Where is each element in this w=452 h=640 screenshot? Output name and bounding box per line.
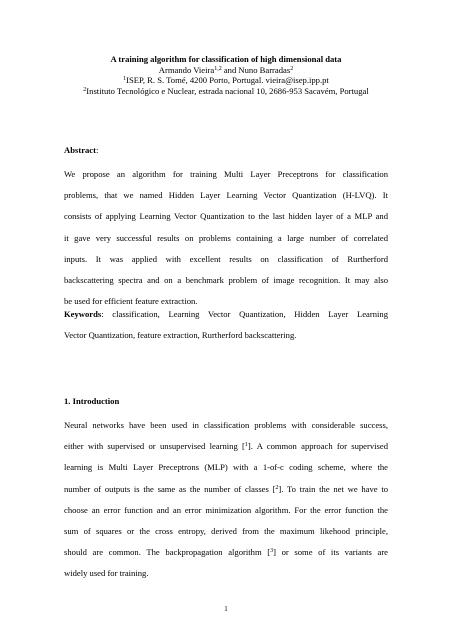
keywords-line: Vector Quantization, feature extraction, Rurtherford backscattering. bbox=[64, 330, 297, 341]
body-text: learning is Multi Layer Preceptrons (MLP) with a 1-of-c coding scheme, where the bbox=[64, 462, 388, 473]
body-text: should are common. The backpropagation algorithm [ bbox=[64, 547, 271, 558]
body-text: widely used for training. bbox=[64, 568, 149, 579]
abstract-line: inputs. It was applied with excellent results on classification of Rurtherford bbox=[64, 253, 388, 264]
abstract-body bbox=[64, 164, 388, 312]
abstract-heading bbox=[64, 145, 388, 155]
paper-title: A training algorithm for classification of high dimensional data bbox=[110, 54, 342, 64]
page-number: 1 bbox=[224, 605, 228, 613]
author-line bbox=[40, 65, 412, 76]
abstract-label: Abstract bbox=[64, 145, 96, 155]
body-line bbox=[64, 542, 388, 563]
abstract-line: it gave very successful results on problems containing a large number of correlated bbox=[64, 232, 388, 243]
abstract-line: consists of applying Learning Vector Quantization to the last hidden layer of a MLP and bbox=[64, 211, 388, 222]
keywords-text: : classification, Learning Vector Quantization, Hidden Layer Learning bbox=[101, 309, 388, 319]
section-heading-introduction: 1. Introduction bbox=[64, 396, 120, 406]
keywords-paragraph bbox=[64, 304, 388, 346]
body-text: ]. To train the net we have to bbox=[278, 483, 388, 494]
affiliation-line bbox=[40, 86, 412, 97]
body-text: ] or some of its variants are bbox=[273, 547, 388, 558]
affiliation-text: ISEP, R. S. Tomé, 4200 Porto, Portugal. vieira@isep.ipp.pt bbox=[126, 75, 329, 86]
author-superscript: 1,2 bbox=[214, 65, 222, 72]
author-connector: and bbox=[221, 64, 239, 75]
body-line bbox=[64, 479, 388, 500]
abstract-line: backscattering spectra and on a benchmark problem of image recognition. It may also bbox=[64, 274, 388, 285]
body-line bbox=[64, 415, 388, 436]
body-line bbox=[64, 457, 388, 478]
body-line bbox=[64, 521, 388, 542]
affiliation-text: Instituto Tecnológico e Nuclear, estrada nacional 10, 2686-953 Sacavém, Portugal bbox=[86, 85, 369, 96]
affiliation-line bbox=[40, 75, 412, 86]
citation-superscript: 3 bbox=[270, 548, 274, 555]
keywords-line bbox=[64, 304, 388, 325]
author-name: Armando Vieira bbox=[158, 64, 215, 75]
abstract-line: problems, that we named Hidden Layer Learning Vector Quantization (H-LVQ). It bbox=[64, 190, 388, 201]
keywords-label: Keywords bbox=[64, 309, 102, 319]
abstract-line: We propose an algorithm for training Multi Layer Preceptrons for classification bbox=[64, 169, 388, 179]
citation-superscript: 2 bbox=[275, 484, 279, 491]
paper-header bbox=[40, 54, 412, 96]
abstract-label-suffix: : bbox=[95, 145, 99, 155]
citation-superscript: 1 bbox=[244, 442, 248, 449]
body-text: ]. A common approach for supervised bbox=[247, 441, 388, 452]
introduction-body bbox=[64, 415, 388, 585]
body-text: choose an error function and an error minimization algorithm. For the error function the bbox=[64, 504, 388, 515]
abstract-line: be used for efficient feature extraction. bbox=[64, 296, 198, 307]
author-superscript: 2 bbox=[290, 65, 294, 72]
author-name: Nuno Barradas bbox=[238, 64, 291, 75]
affiliation-superscript: 1 bbox=[123, 76, 127, 83]
body-line bbox=[64, 436, 388, 457]
body-line bbox=[64, 500, 388, 521]
body-text: number of outputs is the same as the number of classes [ bbox=[64, 483, 276, 494]
body-text: Neural networks have been used in classification problems with considerable success, bbox=[64, 420, 388, 430]
body-line bbox=[64, 563, 388, 584]
body-text: sum of squares or the cross entropy, derived from the maximum likehood principle, bbox=[64, 525, 388, 536]
body-text: either with supervised or unsupervised learning [ bbox=[64, 441, 245, 452]
affiliation-superscript: 2 bbox=[83, 86, 87, 93]
